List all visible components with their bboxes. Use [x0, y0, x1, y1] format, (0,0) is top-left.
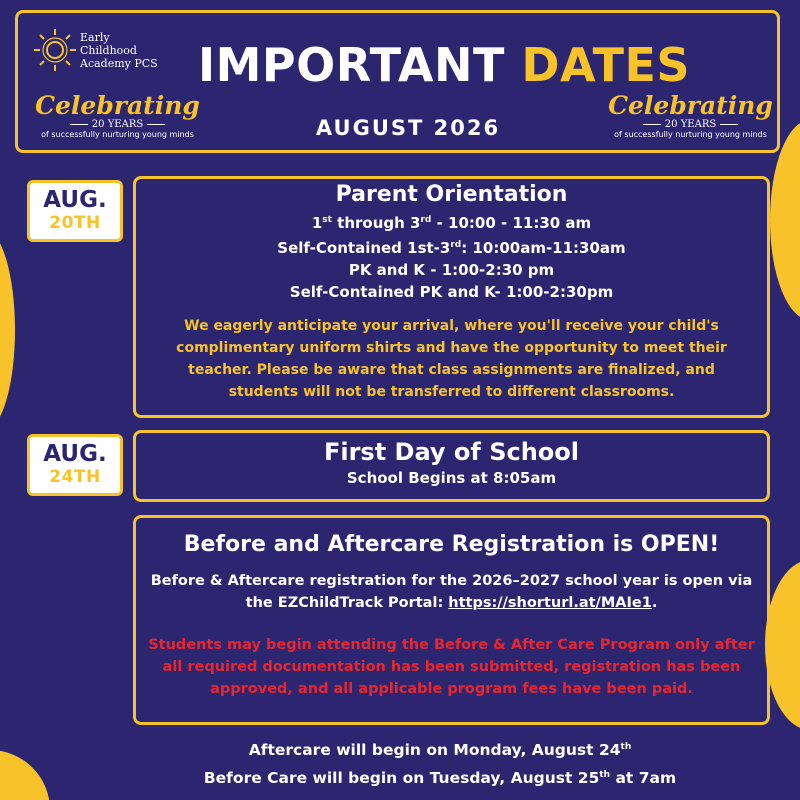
anniversary-badge — [30, 93, 205, 140]
date-month: AUG. — [43, 441, 107, 467]
schedule-line: 1st through 3rd - 10:00 - 11:30 am — [311, 214, 592, 232]
school-logo — [32, 27, 192, 97]
date-month: AUG. — [43, 187, 107, 213]
date-badge — [27, 180, 123, 242]
registration-warning: Students may begin attending the Before & After Care Program only after all required documentation has been submitted, registration has been approved, and all applicable program fees have been paid. — [148, 637, 755, 697]
page-subtitle: AUGUST 2026 — [315, 116, 501, 140]
logo-text-line: Academy PCS — [80, 57, 158, 70]
schedule-line: Self-Contained 1st-3rd: 10:00am-11:30am — [277, 239, 626, 257]
schedule-line: PK and K - 1:00-2:30 pm — [348, 261, 555, 279]
event-title: First Day of School — [323, 438, 580, 466]
logo-text-line: Childhood — [80, 44, 137, 57]
registration-body: Before & Aftercare registration for the 2026–2027 school year is open via the EZChildTrack Portal: https://shorturl.at/MAIe1. — [150, 573, 753, 611]
date-badge — [27, 434, 123, 496]
date-day: 20TH — [49, 213, 101, 233]
event-title: Parent Orientation — [335, 182, 568, 207]
event-subtitle: School Begins at 8:05am — [346, 469, 557, 487]
years-text: 20 YEARS — [603, 119, 778, 130]
celebrating-subtext: of successfully nurturing young minds — [614, 130, 767, 139]
logo-text-line: Early — [80, 31, 110, 44]
registration-panel — [133, 515, 770, 725]
registration-title: Before and Aftercare Registration is OPEN! — [183, 532, 720, 557]
care-start-dates — [160, 735, 720, 791]
header-banner — [15, 10, 780, 153]
sun-logo-icon — [32, 27, 78, 73]
schedule-line: Self-Contained PK and K- 1:00-2:30pm — [289, 283, 614, 301]
title-part-2: DATES — [521, 38, 691, 92]
years-text: 20 YEARS — [30, 119, 205, 130]
anniversary-badge — [603, 93, 778, 140]
celebrating-text: Celebrating — [608, 91, 773, 120]
decorative-circle — [765, 560, 800, 730]
date-day: 24TH — [49, 467, 101, 487]
aftercare-start-line: Aftercare will begin on Monday, August 24th — [248, 741, 632, 760]
registration-link[interactable]: https://shorturl.at/MAIe1 — [448, 595, 652, 611]
event-panel-first-day — [133, 430, 770, 502]
decorative-circle — [0, 230, 15, 430]
before-care-start-line: Before Care will begin on Tuesday, August 25th at 7am — [203, 769, 677, 788]
orientation-note: We eagerly anticipate your arrival, where you'll receive your child's complimentary uniform shirts and have the opportunity to meet their teacher. Please be aware that class assignments are finalized, and students will not be transferred to different classrooms. — [176, 318, 727, 400]
page-title — [198, 37, 691, 93]
decorative-circle — [0, 750, 50, 800]
title-part-1: IMPORTANT — [198, 38, 505, 92]
celebrating-subtext: of successfully nurturing young minds — [41, 130, 194, 139]
celebrating-text: Celebrating — [35, 91, 200, 120]
event-panel-orientation — [133, 176, 770, 418]
